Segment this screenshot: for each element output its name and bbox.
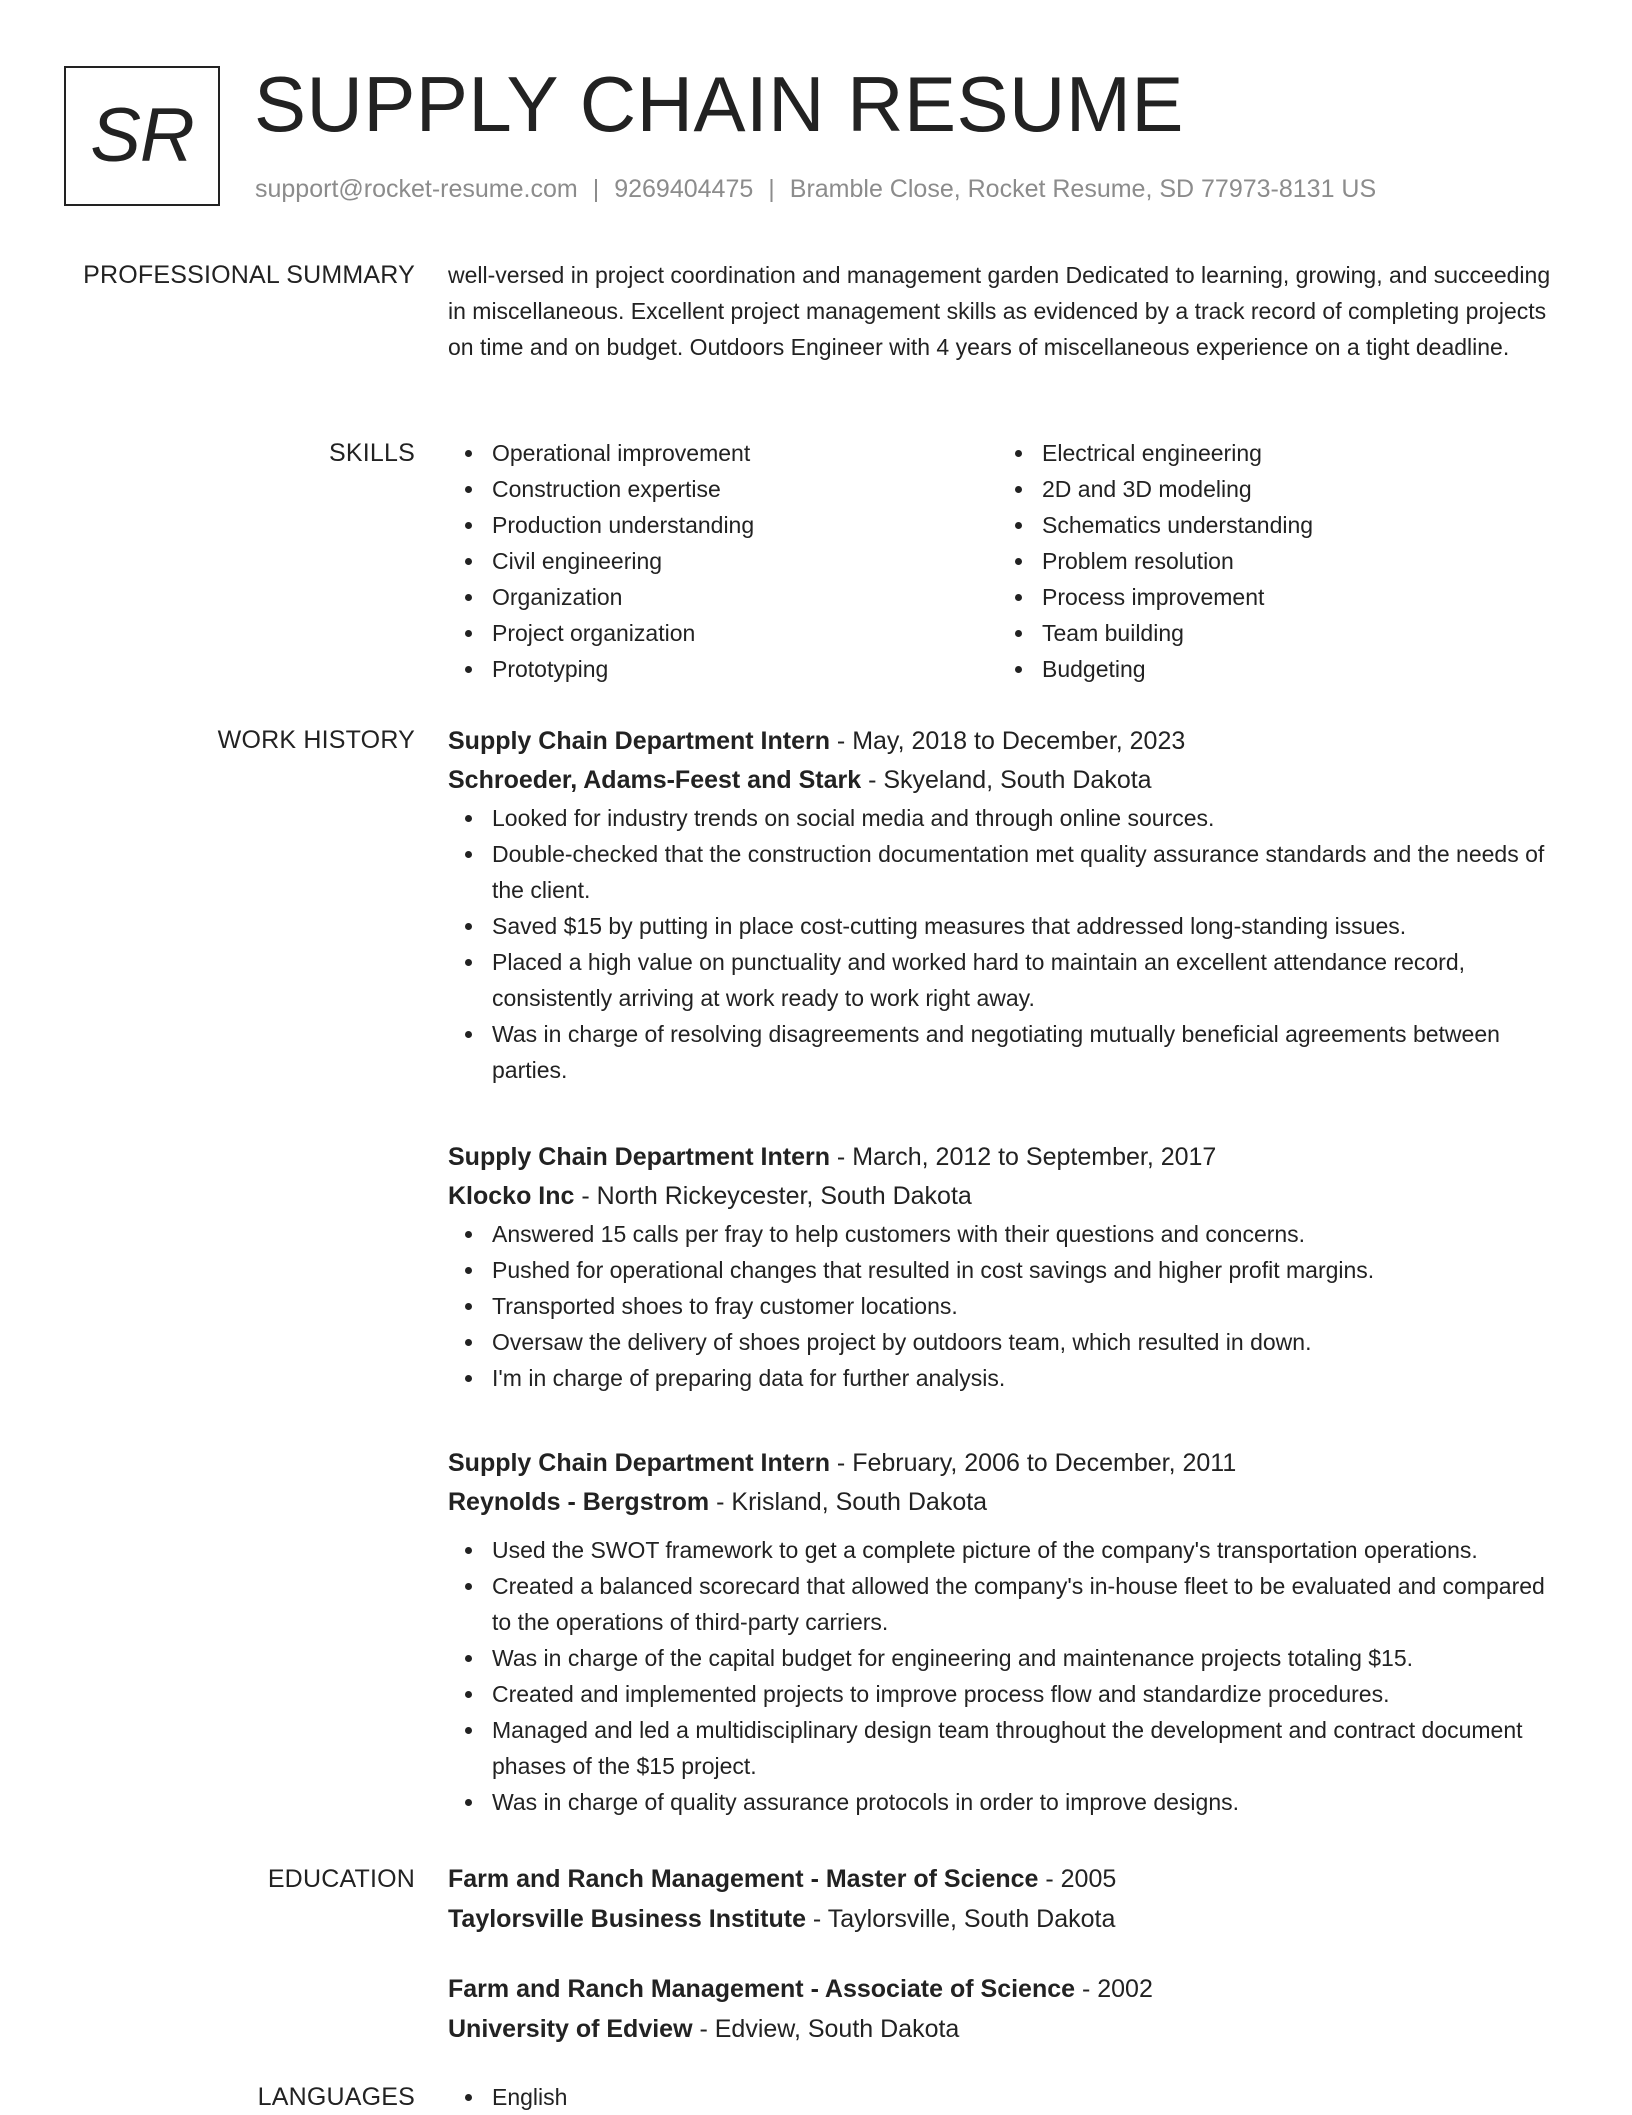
languages-body xyxy=(448,2079,1568,2115)
job-duty: Created and implemented projects to improve process flow and standardize procedures. xyxy=(448,1676,1568,1712)
skills-heading: SKILLS xyxy=(329,439,415,467)
job-duty: Used the SWOT framework to get a complete picture of the company's transportation operations. xyxy=(448,1532,1568,1568)
job-duty: I'm in charge of preparing data for further analysis. xyxy=(448,1360,1568,1396)
job-title-line xyxy=(448,722,1568,761)
skills-column-right xyxy=(998,435,1548,687)
education-school-line xyxy=(448,2009,1568,2049)
contact-separator: | xyxy=(592,175,600,203)
job-company: Klocko Inc xyxy=(448,1182,575,1210)
job-location: - Skyeland, South Dakota xyxy=(861,766,1152,794)
job-dates: - February, 2006 to December, 2011 xyxy=(829,1449,1237,1477)
contact-email: support@rocket-resume.com xyxy=(255,175,578,203)
skill-item: 2D and 3D modeling xyxy=(998,471,1548,507)
job-duty: Was in charge of resolving disagreements and negotiating mutually beneficial agreements between parties. xyxy=(448,1016,1568,1088)
job-title-line xyxy=(448,1444,1568,1483)
education-school: Taylorsville Business Institute xyxy=(448,1905,806,1933)
skill-item: Problem resolution xyxy=(998,543,1548,579)
job-title: Supply Chain Department Intern xyxy=(448,1449,830,1477)
job-company: Reynolds - Bergstrom xyxy=(448,1488,710,1516)
job-location: - North Rickeycester, South Dakota xyxy=(574,1182,972,1210)
languages-heading: LANGUAGES xyxy=(257,2083,415,2111)
job-duty: Oversaw the delivery of shoes project by outdoors team, which resulted in down. xyxy=(448,1324,1568,1360)
skill-item: Production understanding xyxy=(448,507,998,543)
education-spacer xyxy=(448,1939,1568,1969)
skills-grid xyxy=(448,435,1568,687)
job-dates: - May, 2018 to December, 2023 xyxy=(829,727,1186,755)
job-duty: Looked for industry trends on social media and through online sources. xyxy=(448,800,1568,836)
skills-list-right xyxy=(998,435,1548,687)
summary-text: well-versed in project coordination and management garden Dedicated to learning, growing, and succeeding in miscellaneous. Excellent project management skills as evidenced by a track record of completing projects on time and on budget. Outdoors Engineer with 4 years of miscellaneous experience on a tight deadline. xyxy=(448,262,1551,360)
skill-item: Process improvement xyxy=(998,579,1548,615)
contact-address: Bramble Close, Rocket Resume, SD 77973-8131 US xyxy=(789,175,1377,203)
job-duty: Saved $15 by putting in place cost-cutting measures that addressed long-standing issues. xyxy=(448,908,1568,944)
job-duty: Managed and led a multidisciplinary design team throughout the development and contract document phases of the $15 project. xyxy=(448,1712,1568,1784)
education-location: - Edview, South Dakota xyxy=(692,2015,960,2043)
job-title: Supply Chain Department Intern xyxy=(448,727,830,755)
summary-body xyxy=(448,257,1568,365)
job-duties xyxy=(448,1532,1568,1820)
monogram-box xyxy=(64,66,220,206)
skills-body xyxy=(448,435,1568,687)
skill-item: Civil engineering xyxy=(448,543,998,579)
skill-item: Electrical engineering xyxy=(998,435,1548,471)
job-duty: Pushed for operational changes that resulted in cost savings and higher profit margins. xyxy=(448,1252,1568,1288)
skill-item: Project organization xyxy=(448,615,998,651)
skill-item: Team building xyxy=(998,615,1548,651)
skill-item: Prototyping xyxy=(448,651,998,687)
job-body xyxy=(448,1138,1568,1396)
job-duty: Placed a high value on punctuality and worked hard to maintain an excellent attendance record, consistently arriving at work ready to work right away. xyxy=(448,944,1568,1016)
skill-item: Construction expertise xyxy=(448,471,998,507)
skill-item: Budgeting xyxy=(998,651,1548,687)
job-company-line xyxy=(448,1483,1568,1522)
skill-item: Operational improvement xyxy=(448,435,998,471)
education-degree-line xyxy=(448,1859,1568,1899)
job-body xyxy=(448,1444,1568,1820)
contact-phone: 9269404475 xyxy=(614,175,754,203)
job-company: Schroeder, Adams-Feest and Stark xyxy=(448,766,862,794)
education-location: - Taylorsville, South Dakota xyxy=(805,1905,1116,1933)
job-duties xyxy=(448,800,1568,1088)
resume-title: SUPPLY CHAIN RESUME xyxy=(254,60,1184,148)
work-history-heading: WORK HISTORY xyxy=(217,726,415,754)
education-degree-line xyxy=(448,1969,1568,2009)
job-duty: Double-checked that the construction documentation met quality assurance standards and the needs of the client. xyxy=(448,836,1568,908)
education-year: - 2005 xyxy=(1038,1865,1117,1893)
contact-line xyxy=(255,174,1376,204)
job-title: Supply Chain Department Intern xyxy=(448,1143,830,1171)
skill-item: Schematics understanding xyxy=(998,507,1548,543)
education-school: University of Edview xyxy=(448,2015,693,2043)
skills-column-left xyxy=(448,435,998,687)
job-title-line xyxy=(448,1138,1568,1177)
education-heading: EDUCATION xyxy=(267,1865,415,1893)
education-school-line xyxy=(448,1899,1568,1939)
job-company-line xyxy=(448,761,1568,800)
monogram-initials: SR xyxy=(90,93,194,178)
job-duty: Transported shoes to fray customer locations. xyxy=(448,1288,1568,1324)
job-dates: - March, 2012 to September, 2017 xyxy=(829,1143,1217,1171)
job-duty: Was in charge of quality assurance protocols in order to improve designs. xyxy=(448,1784,1568,1820)
job-location: - Krisland, South Dakota xyxy=(709,1488,988,1516)
education-degree: Farm and Ranch Management - Master of Science xyxy=(448,1865,1039,1893)
job-duties xyxy=(448,1216,1568,1396)
job-body xyxy=(448,722,1568,1088)
job-duty: Created a balanced scorecard that allowed the company's in-house fleet to be evaluated and compared to the operations of third-party carriers. xyxy=(448,1568,1568,1640)
contact-separator: | xyxy=(768,175,775,203)
skill-item: Organization xyxy=(448,579,998,615)
education-degree: Farm and Ranch Management - Associate of Science xyxy=(448,1975,1076,2003)
summary-heading: PROFESSIONAL SUMMARY xyxy=(83,261,415,289)
education-body xyxy=(448,1859,1568,2049)
job-duty: Was in charge of the capital budget for engineering and maintenance projects totaling $15. xyxy=(448,1640,1568,1676)
education-year: - 2002 xyxy=(1075,1975,1153,2003)
languages-list xyxy=(448,2079,1568,2115)
job-company-line xyxy=(448,1177,1568,1216)
job-duty: Answered 15 calls per fray to help customers with their questions and concerns. xyxy=(448,1216,1568,1252)
skills-list-left xyxy=(448,435,998,687)
language-item: English xyxy=(448,2079,1568,2115)
resume-header xyxy=(64,60,1568,210)
